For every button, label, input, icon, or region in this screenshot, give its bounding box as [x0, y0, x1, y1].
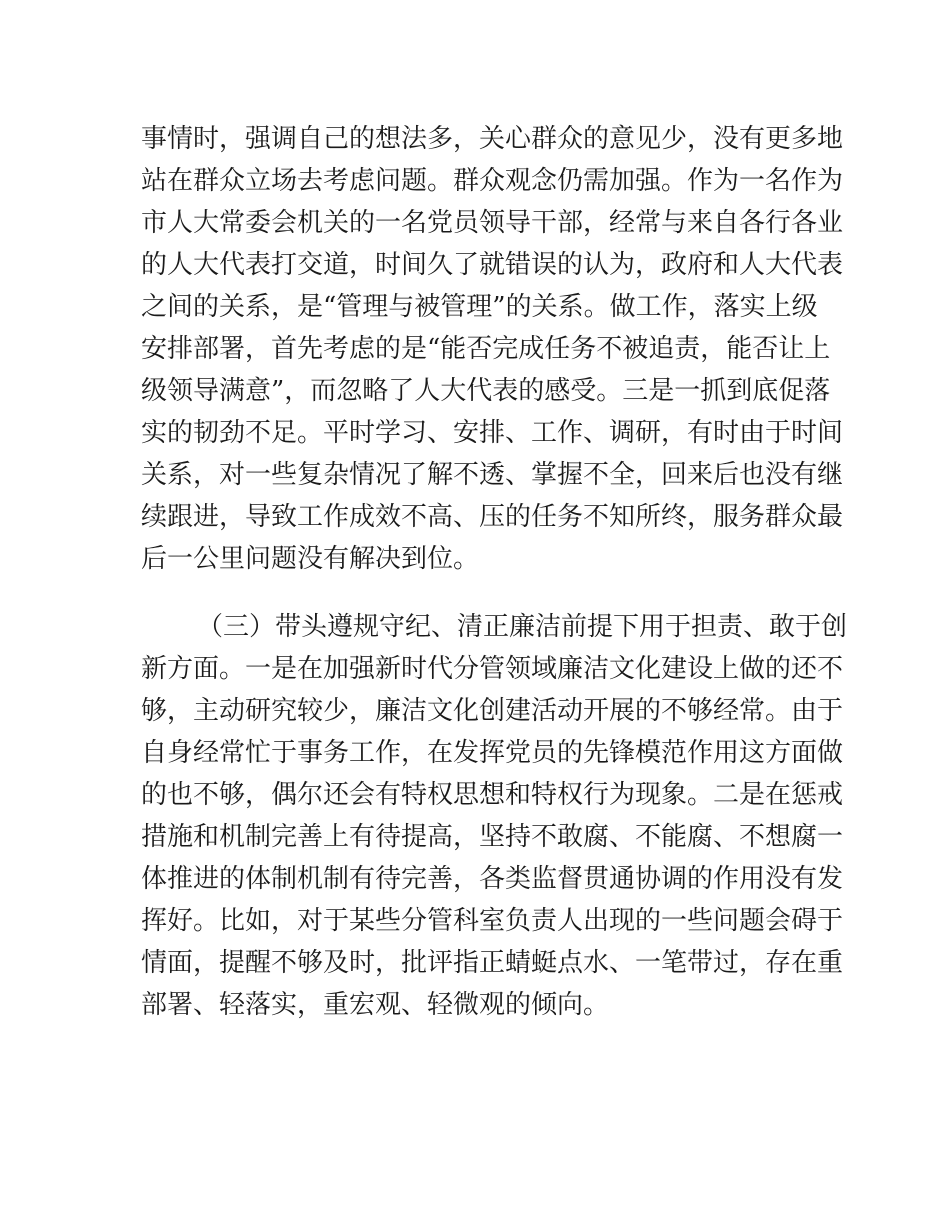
- paragraph-1-line: 之间的关系，是“管理与被管理”的关系。做工作，落实上级: [141, 292, 818, 322]
- paragraph-2-line: 措施和机制完善上有待提高，坚持不敢腐、不能腐、不想腐一: [141, 822, 844, 852]
- paragraph-1-line: 的人大代表打交道，时间久了就错误的认为，政府和人大代表: [141, 250, 844, 280]
- paragraph-1-line: 安排部署，首先考虑的是“能否完成任务不被追责，能否让上: [141, 334, 831, 364]
- paragraph-1-line: 事情时，强调自己的想法多，关心群众的意见少，没有更多地: [141, 124, 844, 154]
- paragraph-2: [141, 606, 848, 1026]
- paragraph-2-line: 情面，提醒不够及时，批评指正蜻蜓点水、一笔带过，存在重: [141, 948, 844, 978]
- paragraph-2-line: 挥好。比如，对于某些分管科室负责人出现的一些问题会碍于: [141, 906, 844, 936]
- paragraph-1-line: 站在群众立场去考虑问题。群众观念仍需加强。作为一名作为: [141, 166, 844, 196]
- paragraph-2-line: 够，主动研究较少，廉洁文化创建活动开展的不够经常。由于: [141, 696, 844, 726]
- paragraph-2-line: 部署、轻落实，重宏观、轻微观的倾向。: [141, 990, 610, 1020]
- paragraph-2-line: 自身经常忙于事务工作，在发挥党员的先锋模范作用这方面做: [141, 738, 844, 768]
- paragraph-2-line: （三）带头遵规守纪、清正廉洁前提下用于担责、敢于创: [197, 612, 848, 642]
- paragraph-2-line: 的也不够，偶尔还会有特权思想和特权行为现象。二是在惩戒: [141, 780, 844, 810]
- paragraph-1-line: 续跟进，导致工作成效不高、压的任务不知所终，服务群众最: [141, 502, 844, 532]
- paragraph-1-line: 关系，对一些复杂情况了解不透、掌握不全，回来后也没有继: [141, 460, 844, 490]
- paragraph-1-line: 实的韧劲不足。平时学习、安排、工作、调研，有时由于时间: [141, 418, 844, 448]
- paragraph-2-line: 体推进的体制机制有待完善，各类监督贯通协调的作用没有发: [141, 864, 844, 894]
- paragraph-1: [141, 118, 844, 580]
- paragraph-2-line: 新方面。一是在加强新时代分管领域廉洁文化建设上做的还不: [141, 654, 844, 684]
- paragraph-1-line: 后一公里问题没有解决到位。: [141, 544, 480, 574]
- paragraph-1-line: 级领导满意”，而忽略了人大代表的感受。三是一抓到底促落: [141, 376, 831, 406]
- paragraph-1-line: 市人大常委会机关的一名党员领导干部，经常与来自各行各业: [141, 208, 844, 238]
